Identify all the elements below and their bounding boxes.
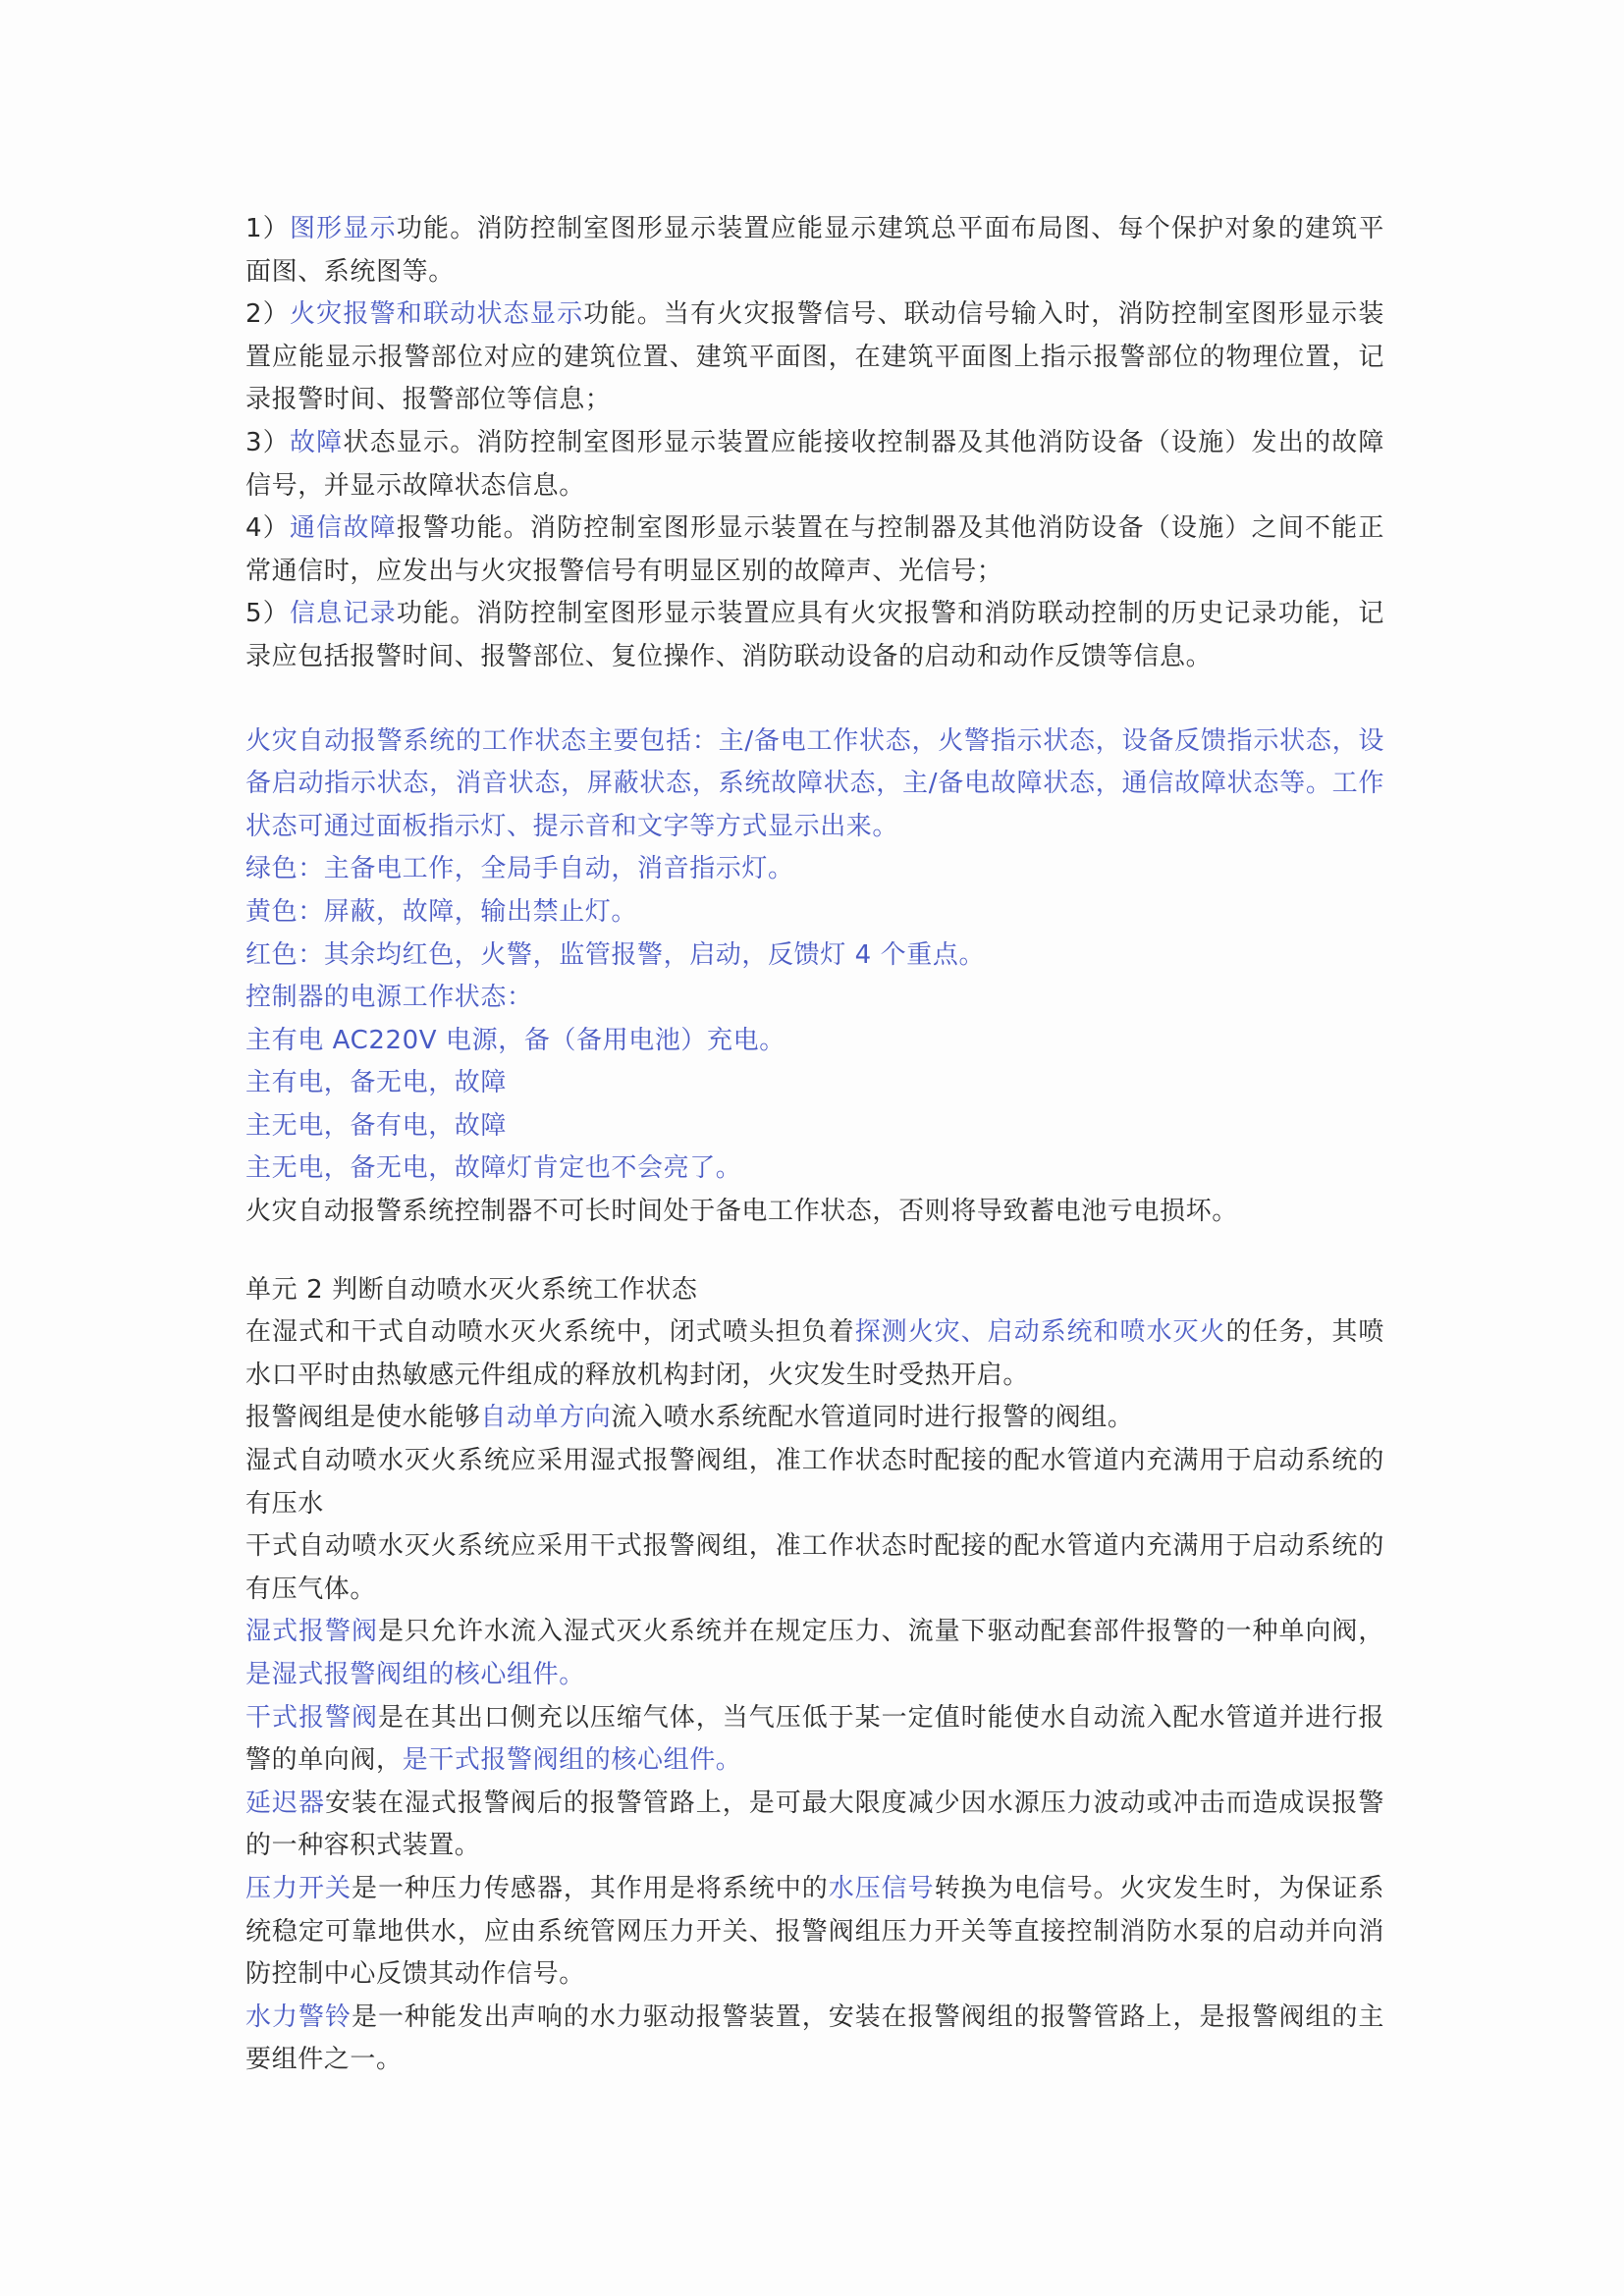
highlighted-text: 通信故障 xyxy=(289,513,397,544)
highlighted-text: 火灾自动报警系统的工作状态主要包括：主/备电工作状态，火警指示状态，设备反馈指示状态，设备启动指示状态，消音状态，屏蔽状态，系统故障状态，主/备电故障状态，通信故障状态等。工作状态可通过面板指示灯、提示音和文字等方式显示出来。 xyxy=(245,725,1384,841)
text-run: 1） xyxy=(245,214,290,243)
paragraph xyxy=(245,1397,1384,1440)
text-run: 在湿式和干式自动喷水灭火系统中，闭式喷头担负着 xyxy=(245,1317,855,1348)
highlighted-text: 干式报警阀 xyxy=(245,1702,378,1733)
paragraph xyxy=(245,1191,1384,1234)
paragraph xyxy=(245,1611,1384,1696)
paragraph xyxy=(245,848,1384,891)
text-run: 是一种压力传感器，其作用是将系统中的 xyxy=(351,1873,829,1903)
text-run: 5） xyxy=(245,599,290,629)
document-body xyxy=(245,208,1384,2082)
highlighted-text: 是干式报警阀组的核心组件。 xyxy=(402,1745,742,1776)
text-run: 报警功能。消防控制室图形显示装置在与控制器及其他消防设备（设施）之间不能正常通信时，应发出与火灾报警信号有明显区别的故障声、光信号； xyxy=(245,513,1384,586)
paragraph xyxy=(245,721,1384,849)
section-sprinkler-system-states xyxy=(245,1269,1384,2082)
highlighted-text: 主无电，备无电，故障灯肯定也不会亮了。 xyxy=(245,1153,742,1184)
paragraph xyxy=(245,891,1384,934)
highlighted-text: 故障 xyxy=(289,427,344,457)
paragraph xyxy=(245,1440,1384,1525)
text-run: 是在其出口侧充以压缩气体，当气压低于某一定值时能使水自动流入配水管道并进行报警的单向阀， xyxy=(245,1702,1384,1776)
text-run: 2） xyxy=(245,299,290,330)
paragraph xyxy=(245,1105,1384,1148)
text-run: 是只允许水流入湿式灭火系统并在规定压力、流量下驱动配套部件报警的一种单向阀， xyxy=(377,1617,1384,1647)
text-run: 的任务，其喷水口平时由热敏感元件组成的释放机构封闭，火灾发生时受热开启。 xyxy=(245,1317,1384,1390)
text-run: 功能。消防控制室图形显示装置应能显示建筑总平面布局图、每个保护对象的建筑平面图、系统图等。 xyxy=(245,214,1384,287)
text-run: 火灾自动报警系统控制器不可长时间处于备电工作状态，否则将导致蓄电池亏电损坏。 xyxy=(245,1197,1238,1227)
paragraph xyxy=(245,934,1384,978)
paragraph xyxy=(245,1997,1384,2082)
paragraph xyxy=(245,593,1384,678)
text-run: 功能。当有火灾报警信号、联动信号输入时，消防控制室图形显示装置应能显示报警部位对应的建筑位置、建筑平面图，在建筑平面图上指示报警部位的物理位置，记录报警时间、报警部位等信息； xyxy=(245,299,1384,415)
section-alarm-system-states xyxy=(245,721,1384,1234)
highlighted-text: 压力开关 xyxy=(245,1873,352,1903)
highlighted-text: 黄色：屏蔽，故障，输出禁止灯。 xyxy=(245,896,638,927)
highlighted-text: 信息记录 xyxy=(289,599,397,629)
highlighted-text: 红色：其余均红色，火警，监管报警，启动，反馈灯 4 个重点。 xyxy=(245,939,986,970)
paragraph xyxy=(245,507,1384,593)
text-run: 流入喷水系统配水管道同时进行报警的阀组。 xyxy=(611,1403,1134,1433)
paragraph xyxy=(245,294,1384,422)
text-run: 湿式自动喷水灭火系统应采用湿式报警阀组，准工作状态时配接的配水管道内充满用于启动系统的有压水 xyxy=(245,1446,1384,1519)
paragraph xyxy=(245,1020,1384,1063)
paragraph xyxy=(245,422,1384,507)
paragraph xyxy=(245,1269,1384,1312)
highlighted-text: 图形显示 xyxy=(289,214,397,243)
highlighted-text: 湿式报警阀 xyxy=(245,1617,378,1647)
highlighted-text: 火灾报警和联动状态显示 xyxy=(289,299,584,330)
highlighted-text: 水压信号 xyxy=(828,1873,935,1903)
paragraph xyxy=(245,1525,1384,1611)
highlighted-text: 是湿式报警阀组的核心组件。 xyxy=(245,1660,585,1689)
text-run: 功能。消防控制室图形显示装置应具有火灾报警和消防联动控制的历史记录功能，记录应包括报警时间、报警部位、复位操作、消防联动设备的启动和动作反馈等信息。 xyxy=(245,599,1384,671)
section-spacer xyxy=(245,1234,1384,1269)
text-run: 干式自动喷水灭火系统应采用干式报警阀组，准工作状态时配接的配水管道内充满用于启动系统的有压气体。 xyxy=(245,1531,1384,1604)
paragraph xyxy=(245,1311,1384,1397)
paragraph xyxy=(245,1868,1384,1997)
section-graphic-display-functions xyxy=(245,208,1384,679)
text-run: 3） xyxy=(245,427,290,457)
text-run: 报警阀组是使水能够 xyxy=(245,1403,481,1433)
highlighted-text: 延迟器 xyxy=(245,1788,325,1818)
text-run: 安装在湿式报警阀后的报警管路上，是可最大限度减少因水源压力波动或冲击而造成误报警的一种容积式装置。 xyxy=(245,1788,1384,1861)
text-run: 状态显示。消防控制室图形显示装置应能接收控制器及其他消防设备（设施）发出的故障信号，并显示故障状态信息。 xyxy=(245,427,1384,501)
paragraph xyxy=(245,1697,1384,1783)
paragraph xyxy=(245,977,1384,1020)
paragraph xyxy=(245,1148,1384,1191)
text-run: 转换为电信号。火灾发生时，为保证系统稳定可靠地供水，应由系统管网压力开关、报警阀组压力开关等直接控制消防水泵的启动并向消防控制中心反馈其动作信号。 xyxy=(245,1873,1385,1990)
highlighted-text: 主有电，备无电，故障 xyxy=(245,1068,508,1098)
paragraph xyxy=(245,208,1384,294)
text-run: 4） xyxy=(245,513,290,544)
paragraph xyxy=(245,1062,1384,1105)
highlighted-text: 自动单方向 xyxy=(480,1403,612,1433)
section-spacer xyxy=(245,679,1384,721)
text-run: 单元 2 判断自动喷水灭火系统工作状态 xyxy=(245,1274,698,1305)
highlighted-text: 绿色：主备电工作，全局手自动，消音指示灯。 xyxy=(245,854,794,884)
highlighted-text: 控制器的电源工作状态： xyxy=(245,983,533,1013)
highlighted-text: 主有电 AC220V 电源，备（备用电池）充电。 xyxy=(245,1025,785,1055)
text-run: 是一种能发出声响的水力驱动报警装置，安装在报警阀组的报警管路上，是报警阀组的主要组件之一。 xyxy=(245,2002,1384,2075)
highlighted-text: 水力警铃 xyxy=(245,2002,352,2032)
highlighted-text: 主无电，备有电，故障 xyxy=(245,1110,508,1141)
highlighted-text: 探测火灾、启动系统和喷水灭火 xyxy=(854,1317,1226,1348)
paragraph xyxy=(245,1783,1384,1868)
